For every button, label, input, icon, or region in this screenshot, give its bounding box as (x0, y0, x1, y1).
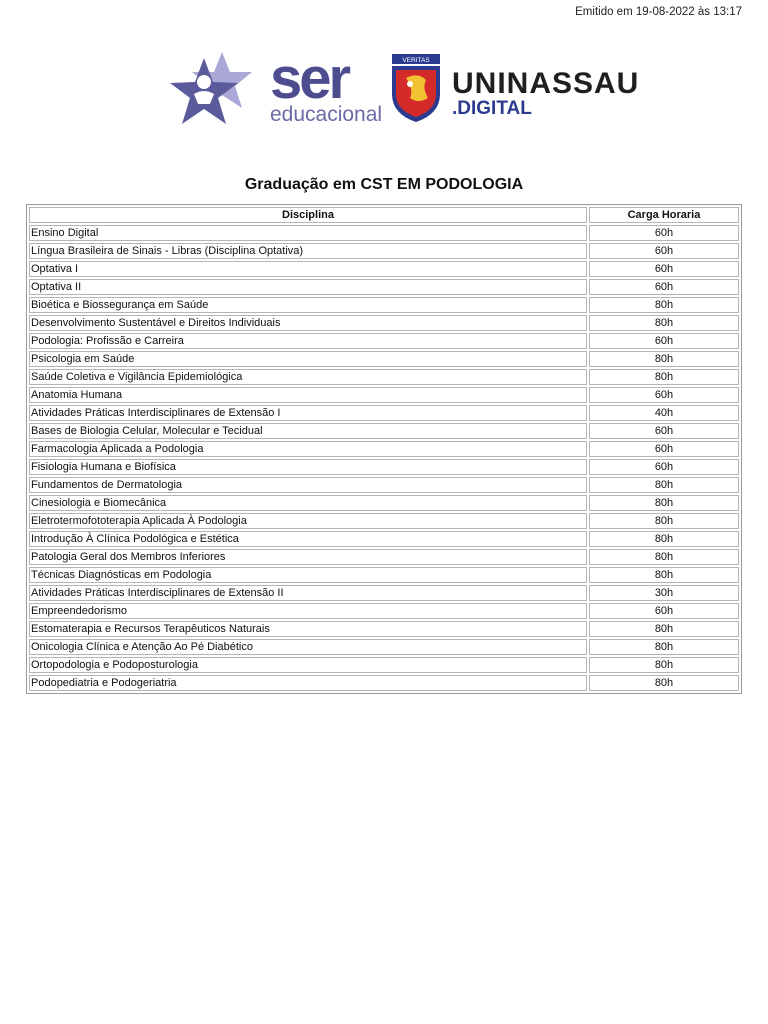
carga-horaria-cell: 80h (589, 531, 739, 547)
carga-horaria-cell: 80h (589, 513, 739, 529)
carga-horaria-cell: 80h (589, 351, 739, 367)
table-body (29, 225, 739, 691)
disciplina-cell: Técnicas Diagnósticas em Podologia (29, 567, 587, 583)
disciplina-cell: Estomaterapia e Recursos Terapêuticos Naturais (29, 621, 587, 637)
carga-horaria-cell: 60h (589, 279, 739, 295)
carga-horaria-cell: 80h (589, 639, 739, 655)
table-row (29, 423, 739, 439)
table-row (29, 585, 739, 601)
carga-horaria-cell: 40h (589, 405, 739, 421)
disciplina-cell: Ortopodologia e Podoposturologia (29, 657, 587, 673)
table-row (29, 333, 739, 349)
table-header-row (29, 207, 739, 223)
carga-horaria-cell: 80h (589, 297, 739, 313)
carga-horaria-cell: 30h (589, 585, 739, 601)
disciplina-cell: Língua Brasileira de Sinais - Libras (Disciplina Optativa) (29, 243, 587, 259)
carga-horaria-cell: 60h (589, 423, 739, 439)
carga-horaria-cell: 80h (589, 369, 739, 385)
table-row (29, 639, 739, 655)
table-row (29, 459, 739, 475)
table-row (29, 495, 739, 511)
table-row (29, 621, 739, 637)
table-row (29, 531, 739, 547)
carga-horaria-cell: 60h (589, 333, 739, 349)
disciplina-cell: Introdução À Clínica Podológica e Estética (29, 531, 587, 547)
carga-horaria-cell: 80h (589, 621, 739, 637)
table-row (29, 243, 739, 259)
disciplina-cell: Bases de Biologia Celular, Molecular e Tecidual (29, 423, 587, 439)
table-row (29, 297, 739, 313)
table-row (29, 657, 739, 673)
table-row (29, 405, 739, 421)
table-row (29, 675, 739, 691)
carga-horaria-cell: 80h (589, 567, 739, 583)
table-row (29, 279, 739, 295)
carga-horaria-cell: 80h (589, 549, 739, 565)
table-row (29, 549, 739, 565)
table-row (29, 369, 739, 385)
disciplina-cell: Podologia: Profissão e Carreira (29, 333, 587, 349)
carga-horaria-cell: 80h (589, 675, 739, 691)
table-row (29, 315, 739, 331)
carga-horaria-cell: 80h (589, 477, 739, 493)
carga-horaria-cell: 80h (589, 495, 739, 511)
disciplina-cell: Atividades Práticas Interdisciplinares de Extensão I (29, 405, 587, 421)
carga-horaria-cell: 60h (589, 441, 739, 457)
disciplina-cell: Fisiologia Humana e Biofísica (29, 459, 587, 475)
table-row (29, 441, 739, 457)
disciplina-cell: Anatomia Humana (29, 387, 587, 403)
table-row (29, 603, 739, 619)
carga-horaria-cell: 60h (589, 387, 739, 403)
disciplina-cell: Cinesiologia e Biomecânica (29, 495, 587, 511)
uninassau-shield-icon (388, 54, 444, 124)
disciplina-cell: Empreendedorismo (29, 603, 587, 619)
carga-horaria-cell: 60h (589, 243, 739, 259)
disciplina-cell: Atividades Práticas Interdisciplinares de Extensão II (29, 585, 587, 601)
curriculum-table (26, 204, 742, 694)
disciplina-cell: Fundamentos de Dermatologia (29, 477, 587, 493)
table-row (29, 567, 739, 583)
table-row (29, 477, 739, 493)
disciplina-cell: Ensino Digital (29, 225, 587, 241)
emission-timestamp: Emitido em 19-08-2022 às 13:17 (575, 6, 742, 18)
carga-horaria-cell: 60h (589, 261, 739, 277)
disciplina-cell: Eletrotermofototerapia Aplicada À Podologia (29, 513, 587, 529)
carga-horaria-cell: 60h (589, 225, 739, 241)
logo-band (160, 46, 640, 138)
ser-wordmark: ser (270, 46, 349, 111)
disciplina-cell: Desenvolvimento Sustentável e Direitos Individuais (29, 315, 587, 331)
table-row (29, 387, 739, 403)
uninassau-wordmark: UNINASSAU (452, 67, 640, 100)
page-title: Graduação em CST EM PODOLOGIA (244, 176, 524, 193)
disciplina-cell: Saúde Coletiva e Vigilância Epidemiológica (29, 369, 587, 385)
carga-horaria-cell: 60h (589, 603, 739, 619)
table-row (29, 351, 739, 367)
table-row (29, 261, 739, 277)
veritas-banner: VERITAS (402, 57, 430, 64)
educacional-wordmark: educacional (270, 103, 383, 126)
disciplina-cell: Podopediatria e Podogeriatria (29, 675, 587, 691)
carga-horaria-cell: 80h (589, 315, 739, 331)
ser-educacional-star-logo-icon (160, 48, 260, 134)
disciplina-cell: Bioética e Biossegurança em Saúde (29, 297, 587, 313)
disciplina-cell: Onicologia Clínica e Atenção Ao Pé Diabético (29, 639, 587, 655)
disciplina-cell: Optativa II (29, 279, 587, 295)
table-row (29, 225, 739, 241)
header-carga-horaria: Carga Horaria (589, 207, 739, 223)
header-disciplina: Disciplina (29, 207, 587, 223)
disciplina-cell: Farmacologia Aplicada a Podologia (29, 441, 587, 457)
table-row (29, 513, 739, 529)
disciplina-cell: Optativa I (29, 261, 587, 277)
disciplina-cell: Psicologia em Saúde (29, 351, 587, 367)
digital-wordmark: .DIGITAL (452, 98, 532, 119)
disciplina-cell: Patologia Geral dos Membros Inferiores (29, 549, 587, 565)
carga-horaria-cell: 60h (589, 459, 739, 475)
carga-horaria-cell: 80h (589, 657, 739, 673)
